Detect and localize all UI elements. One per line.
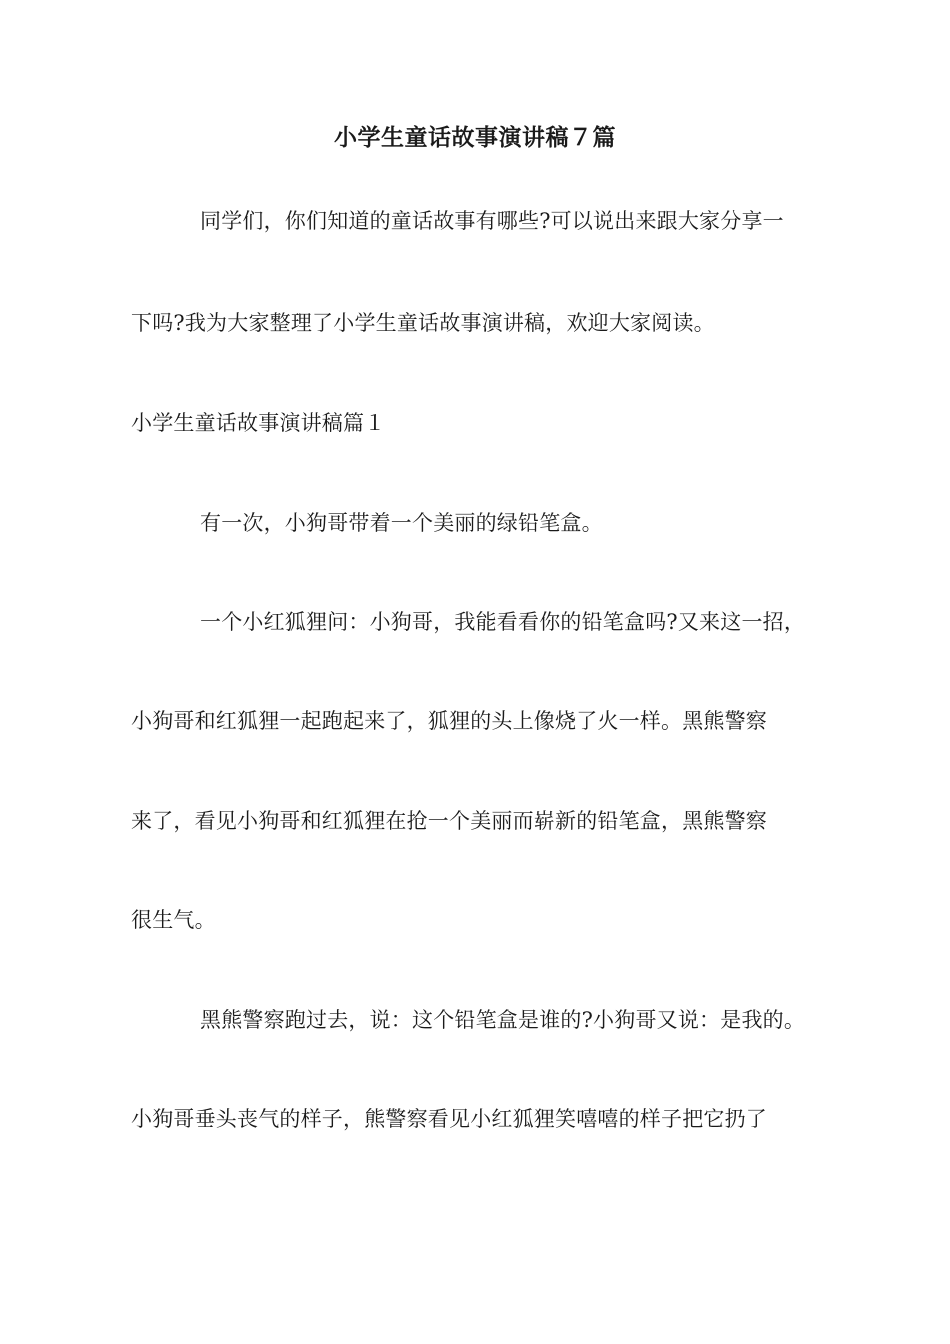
paragraph-line: 下吗?我为大家整理了小学生童话故事演讲稿，欢迎大家阅读。 [131,311,715,335]
paragraph-line: 很生气。 [131,908,216,932]
paragraph-line: 小狗哥和红狐狸一起跑起来了，狐狸的头上像烧了火一样。黑熊警察 [131,709,767,733]
section-heading: 小学生童话故事演讲稿篇１ [131,411,386,435]
paragraph-line: 一个小红狐狸问：小狗哥，我能看看你的铅笔盒吗?又来这一招， [200,610,806,634]
paragraph-line: 来了，看见小狗哥和红狐狸在抢一个美丽而崭新的铅笔盒，黑熊警察 [131,809,767,833]
paragraph-line: 小狗哥垂头丧气的样子，熊警察看见小红狐狸笑嘻嘻的样子把它扔了 [131,1107,767,1131]
paragraph-line: 同学们，你们知道的童话故事有哪些?可以说出来跟大家分享一 [200,209,784,233]
paragraph-line: 黑熊警察跑过去，说：这个铅笔盒是谁的?小狗哥又说：是我的。 [200,1008,806,1032]
document-title: 小学生童话故事演讲稿７篇 [334,125,616,151]
paragraph-line: 有一次，小狗哥带着一个美丽的绿铅笔盒。 [200,511,603,535]
